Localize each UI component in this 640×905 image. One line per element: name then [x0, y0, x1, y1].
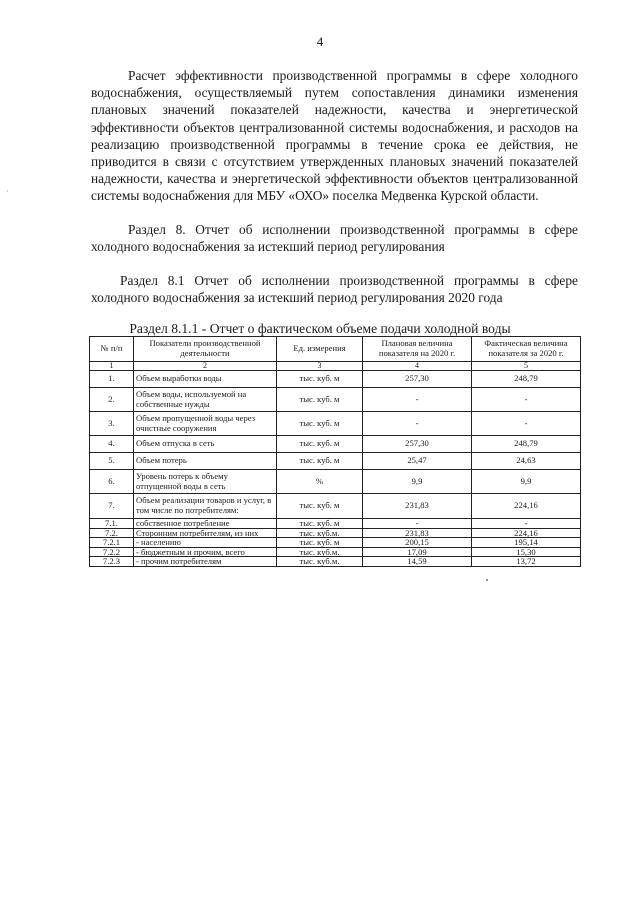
row-plan-value: 17,09 [363, 547, 472, 557]
margin-mark: · [6, 186, 9, 196]
table-row [90, 470, 581, 494]
row-number: 7. [90, 494, 134, 519]
section-8-heading: Раздел 8. Отчет об исполнении производственной программы в сфере холодного водоснабжения за истекший период регулирования [91, 222, 578, 255]
row-unit: тыс. куб. м [277, 538, 363, 548]
column-number: 2 [134, 362, 277, 371]
table-row [90, 453, 581, 470]
row-fact-value: - [472, 412, 581, 436]
row-plan-value: - [363, 388, 472, 412]
row-fact-value: 13,72 [472, 557, 581, 567]
row-indicator: Уровень потерь к объему отпущенной воды в сеть [134, 470, 277, 494]
column-number: 4 [363, 362, 472, 371]
row-plan-value: 200,15 [363, 538, 472, 548]
row-indicator: Объем реализации товаров и услуг, в том числе по потребителям: [134, 494, 277, 519]
row-unit: % [277, 470, 363, 494]
row-number: 7.2.3 [90, 557, 134, 567]
row-fact-value: 24,63 [472, 453, 581, 470]
header-cell-indicator: Показатели производственной деятельности [134, 337, 277, 362]
row-plan-value: - [363, 412, 472, 436]
row-number: 6. [90, 470, 134, 494]
row-unit: тыс. куб. м [277, 453, 363, 470]
table-row [90, 412, 581, 436]
row-fact-value: 9,9 [472, 470, 581, 494]
row-fact-value: 15,30 [472, 547, 581, 557]
header-cell-fact: Фактическая величина показателя за 2020 г. [472, 337, 581, 362]
row-plan-value: 257,30 [363, 371, 472, 388]
table-row [90, 538, 581, 548]
table-row [90, 494, 581, 519]
scan-dot [486, 579, 488, 581]
header-cell-number: № п/п [90, 337, 134, 362]
row-unit: тыс. куб.м. [277, 547, 363, 557]
table-row [90, 519, 581, 529]
efficiency-paragraph: Расчет эффективности производственной программы в сфере холодного водоснабжения, осуществляемый путем сопоставления динамики изменения плановых значений показателей надежности, качества и энергетической эффективности объектов централизованной системы водоснабжения, и расходов на реализацию производственной программы в течение срока ее действия, не приводится в связи с отсутствием утвержденных плановых значений показателей надежности, качества и энергетической эффективности объектов централизованной системы водоснабжения для МБУ «ОХО» поселка Медвенка Курской области. [91, 68, 578, 204]
header-cell-unit: Ед. измерения [277, 337, 363, 362]
table-header-row [90, 337, 581, 362]
column-number: 5 [472, 362, 581, 371]
row-fact-value: 195,14 [472, 538, 581, 548]
row-unit: тыс. куб. м [277, 494, 363, 519]
row-number: 4. [90, 436, 134, 453]
row-plan-value: - [363, 519, 472, 529]
row-fact-value: 224,16 [472, 528, 581, 538]
row-fact-value: - [472, 388, 581, 412]
column-number: 3 [277, 362, 363, 371]
row-number: 7.2.2 [90, 547, 134, 557]
row-fact-value: - [472, 519, 581, 529]
table-row [90, 436, 581, 453]
row-indicator: Объем пропущенной воды через очистные сооружения [134, 412, 277, 436]
row-fact-value: 248,79 [472, 436, 581, 453]
row-number: 7.1. [90, 519, 134, 529]
row-number: 3. [90, 412, 134, 436]
row-indicator: Сторонним потребителям, из них [134, 528, 277, 538]
row-number: 7.2. [90, 528, 134, 538]
row-plan-value: 231,83 [363, 528, 472, 538]
row-indicator: Объем отпуска в сеть [134, 436, 277, 453]
row-indicator: Объем выработки воды [134, 371, 277, 388]
row-number: 2. [90, 388, 134, 412]
table-row [90, 371, 581, 388]
row-unit: тыс. куб. м [277, 436, 363, 453]
row-unit: тыс. куб.м. [277, 528, 363, 538]
row-indicator: - бюджетным и прочим, всего [134, 547, 277, 557]
water-supply-report-table [89, 336, 581, 567]
row-fact-value: 224,16 [472, 494, 581, 519]
table-row [90, 557, 581, 567]
row-fact-value: 248,79 [472, 371, 581, 388]
row-indicator: собственное потребление [134, 519, 277, 529]
row-indicator: Объем потерь [134, 453, 277, 470]
row-unit: тыс. куб. м [277, 412, 363, 436]
row-plan-value: 14,59 [363, 557, 472, 567]
column-number-row [90, 362, 581, 371]
row-plan-value: 257,30 [363, 436, 472, 453]
row-unit: тыс. куб.м. [277, 557, 363, 567]
row-unit: тыс. куб. м [277, 519, 363, 529]
page-number: 4 [316, 34, 324, 49]
row-number: 1. [90, 371, 134, 388]
row-indicator: Объем воды, используемой на собственные нужды [134, 388, 277, 412]
section-8-1-heading: Раздел 8.1 Отчет об исполнении производственной программы в сфере холодного водоснабжения за истекший период регулирования 2020 года [91, 273, 578, 306]
column-number: 1 [90, 362, 134, 371]
table-row [90, 528, 581, 538]
row-plan-value: 9,9 [363, 470, 472, 494]
table-row [90, 547, 581, 557]
row-plan-value: 231,83 [363, 494, 472, 519]
row-unit: тыс. куб. м [277, 371, 363, 388]
row-plan-value: 25,47 [363, 453, 472, 470]
row-unit: тыс. куб. м [277, 388, 363, 412]
row-indicator: - населению [134, 538, 277, 548]
header-cell-plan: Плановая величина показателя на 2020 г. [363, 337, 472, 362]
row-number: 5. [90, 453, 134, 470]
table-row [90, 388, 581, 412]
row-number: 7.2.1 [90, 538, 134, 548]
table-title: Раздел 8.1.1 - Отчет о фактическом объеме подачи холодной воды [129, 321, 511, 336]
row-indicator: - прочим потребителям [134, 557, 277, 567]
